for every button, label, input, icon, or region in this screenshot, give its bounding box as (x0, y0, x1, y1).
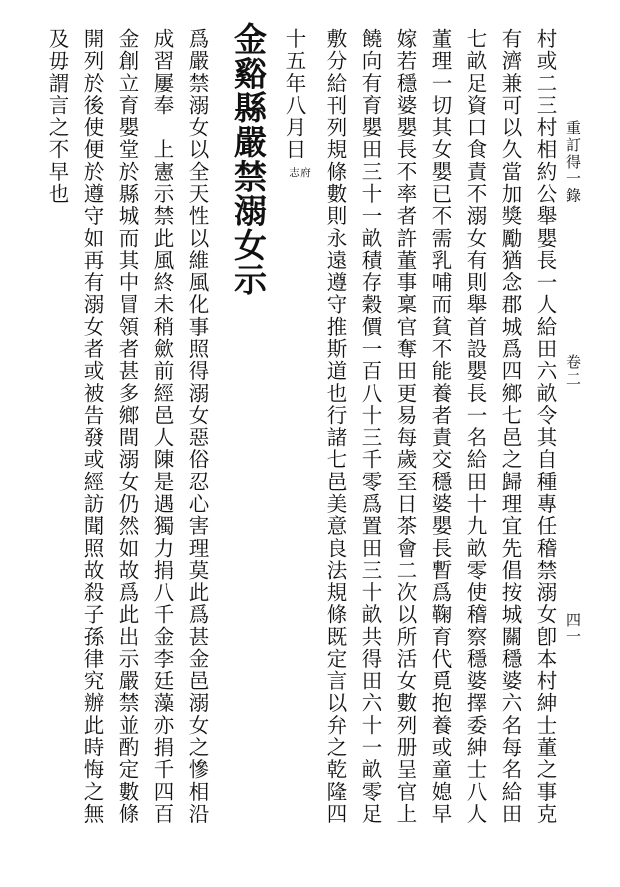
text-column: 有濟兼可以久當加獎勵猶念郡城爲四鄉七邑之歸理宜先倡按城關穩婆六名每名給田 (498, 28, 522, 826)
volume-label: 卷二 (564, 354, 582, 388)
text-column: 嫁若穩婆嬰長不率者許董事稟官奪田更易每歲至日茶會二次以所活女數列册呈官上 (393, 28, 417, 826)
running-header (563, 120, 584, 388)
text-column: 饒向有育嬰田三十一畝積存穀價一百八十三千零爲置田三十畝共得田六十一畝零足 (358, 28, 382, 826)
edict-column: 成習屢奉 上憲示禁此風終未稍歛前經邑人陳是遇獨力捐八千金李廷藻亦捐千四百 (150, 28, 174, 826)
section-title: 金谿縣嚴禁溺女示 (229, 22, 268, 297)
edict-column: 及毋謂言之不早也 (45, 28, 69, 206)
text-column: 七畝足資口食責不溺女有則舉首設嬰長一名給田十九畝零使稽察穩婆擇委紳士八人 (463, 28, 487, 826)
page-number: 四一 (564, 612, 582, 645)
source-note: 府 志 (287, 166, 311, 178)
text-column: 敷分給刊列規條數則永遠遵守推斯道也行諸七邑美意良法規條既定言以弁之乾隆四 (323, 28, 347, 826)
edict-column: 金創立育嬰堂於縣城而其中冒領者甚多鄉間溺女仍然如故爲此出示嚴禁並酌定數條 (115, 28, 139, 826)
edict-column: 開列於後使便於遵守如再有溺女者或被告發或經訪聞照故殺子孫律究辦此時悔之無 (80, 28, 104, 826)
text-column: 董理一切其女嬰已不需乳哺而貧不能養者責交穩婆嬰長暫爲鞠育代覓抱養或童媳早 (428, 28, 452, 826)
book-title: 重訂得一錄 (564, 120, 582, 204)
date-column (283, 28, 310, 177)
text-column: 村或二三村相約公舉嬰長一人給田六畝令其自種專任稽禁溺女卽本村紳士董之事克 (533, 28, 557, 826)
date-text: 十五年八月日 (281, 28, 306, 161)
edict-column: 爲嚴禁溺女以全天性以維風化事照得溺女惡俗忍心害理莫此爲甚金邑溺女之慘相沿 (185, 28, 209, 826)
